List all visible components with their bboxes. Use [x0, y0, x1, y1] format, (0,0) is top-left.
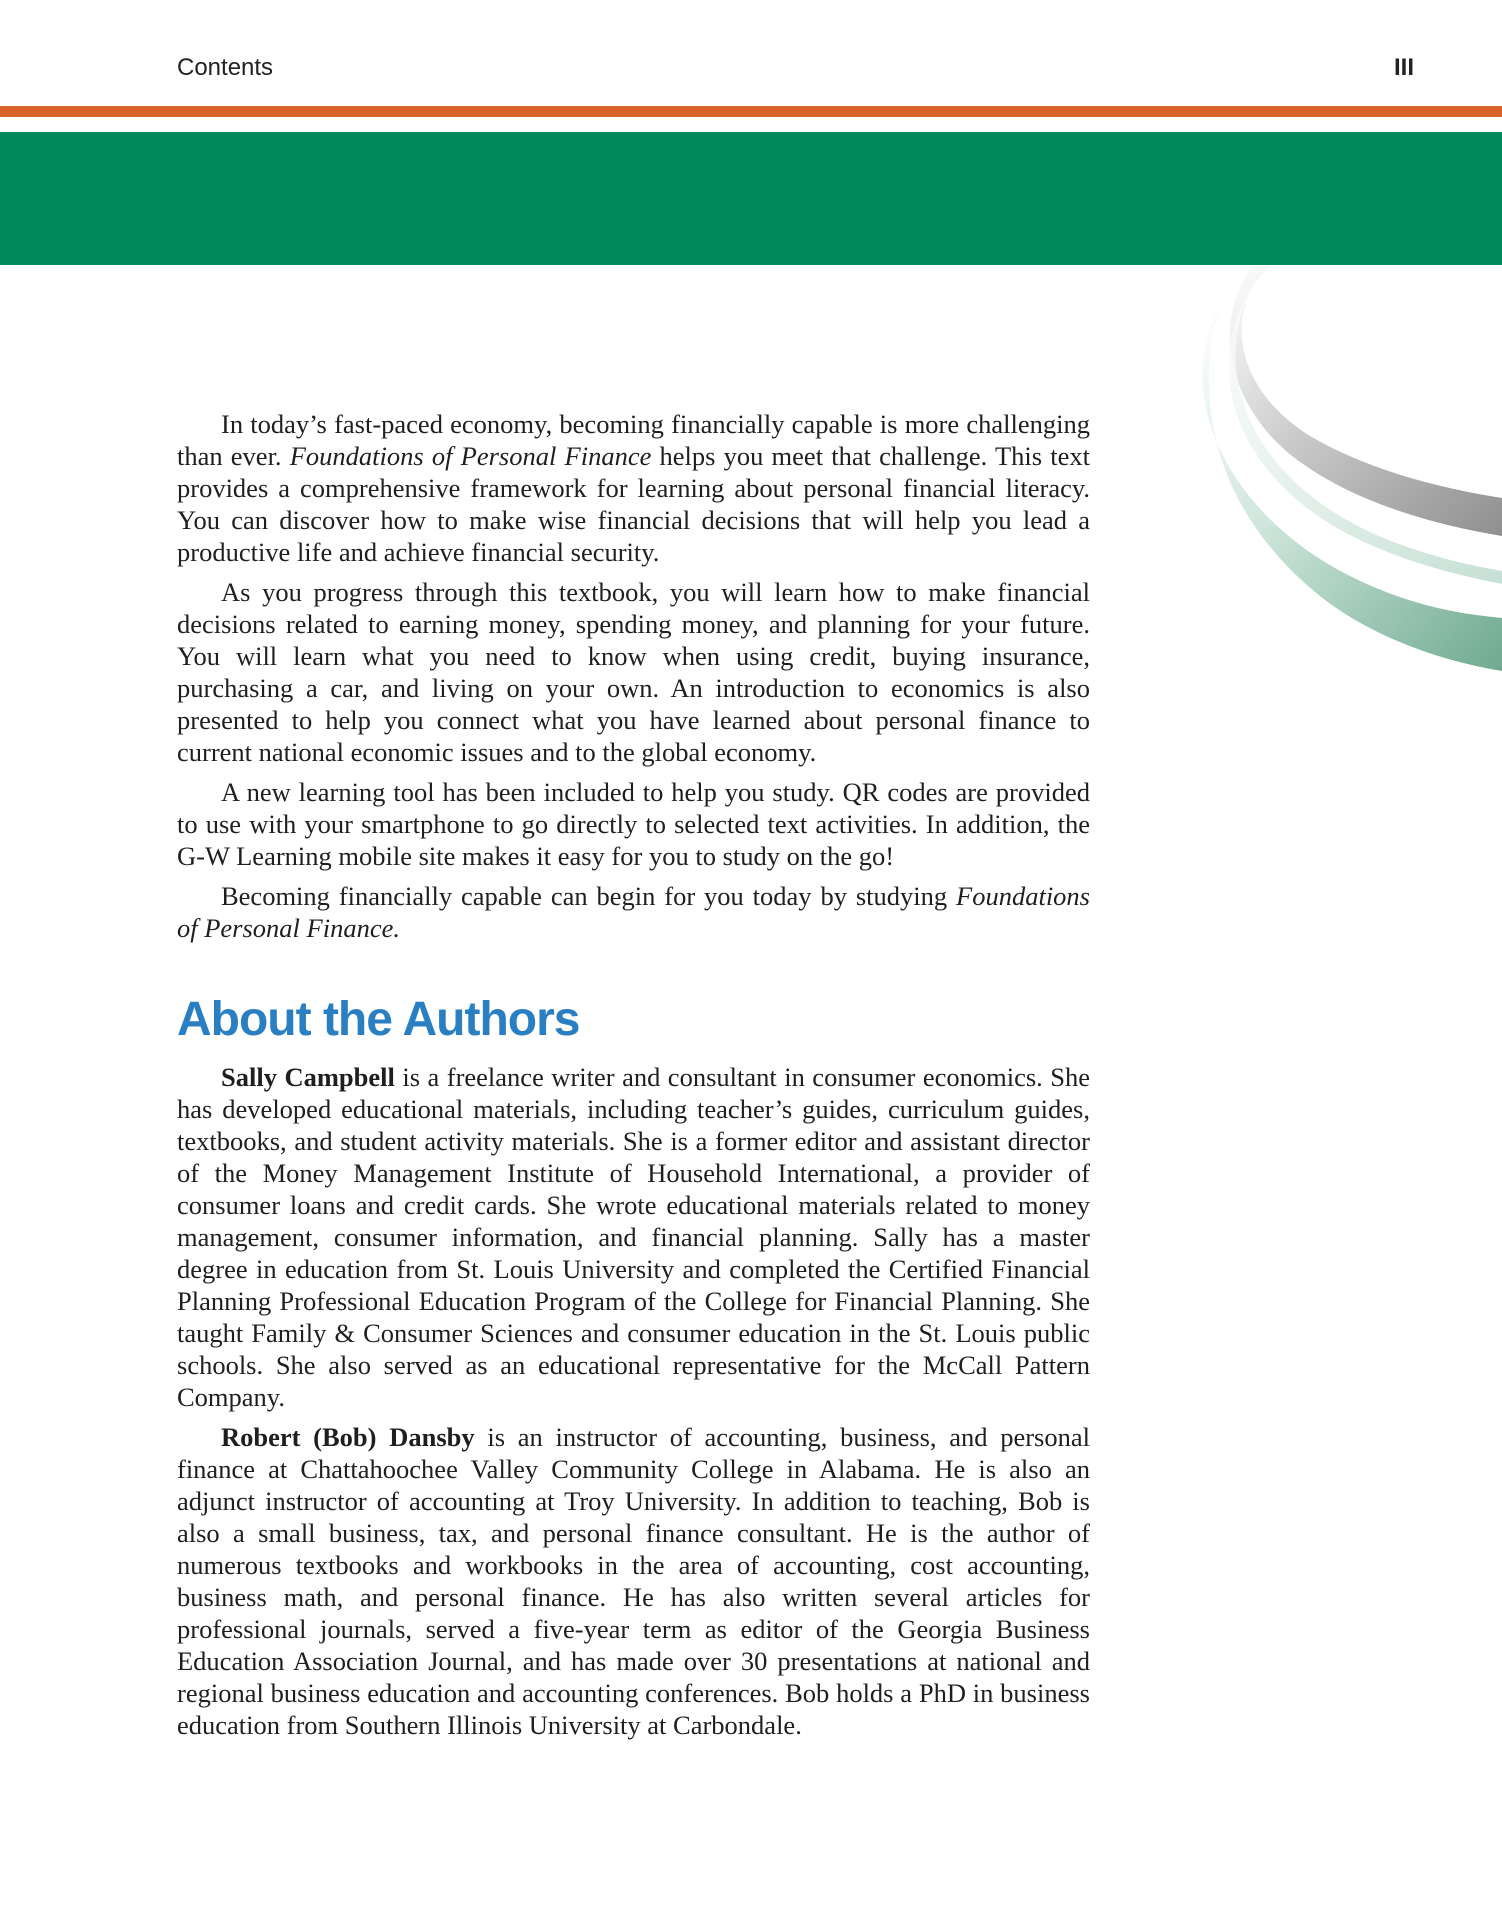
section-heading: About the Authors: [177, 993, 580, 1046]
author-name: Sally Campbell: [221, 1061, 395, 1092]
book-title-italic: Foundations of Personal Finance.: [177, 881, 1090, 943]
intro-paragraph: [177, 408, 1090, 568]
intro-text: In today’s fast-paced economy, becoming financially capable is more challenging than ever.: [177, 409, 1090, 471]
intro-text: helps you meet that challenge. This text provides a comprehensive framework for learning about personal financial literacy. You can discover how to make wise financial decisions that will help you lead a productive life and achieve financial security.: [177, 441, 1090, 567]
author-bio: [177, 1061, 1090, 1413]
author-bio-text: is a freelance writer and consultant in consumer economics. She has developed educational materials, including teacher’s guides, curriculum guides, textbooks, and student activity materials. She is a former editor and assistant director of the Money Management Institute of Household International, a provider of consumer loans and credit cards. She wrote educational materials related to money management, consumer information, and financial planning. Sally has a master degree in education from St. Louis University and completed the Certified Financial Planning Professional Education Program of the College for Financial Planning. She taught Family & Consumer Sciences and consumer education in the St. Louis public schools. She also served as an educational representative for the McCall Pattern Company.: [177, 1061, 1090, 1412]
intro-paragraph: [177, 880, 1090, 944]
running-head: Contents: [177, 54, 274, 81]
chapter-title: Introduction: [176, 269, 725, 364]
orange-rule: [0, 106, 1502, 117]
author-name: Robert (Bob) Dansby: [221, 1421, 475, 1452]
author-bio-text: is an instructor of accounting, business, and personal finance at Chattahoochee Valley Community College in Alabama. He is also an adjunct instructor of accounting at Troy University. In addition to teaching, Bob is also a small business, tax, and personal finance consultant. He is the author of numerous textbooks and workbooks in the area of accounting, cost accounting, business math, and personal finance. He has also written several articles for professional journals, served a five-year term as editor of the Georgia Business Education Association Journal, and has made over 30 presentations at national and regional business education and accounting conferences. Bob holds a PhD in business education from Southern Illinois University at Carbondale.: [177, 1421, 1090, 1740]
book-title-italic: Foundations of Personal Finance: [289, 441, 652, 471]
author-bio: [177, 1421, 1090, 1741]
page-number: III: [1393, 54, 1414, 81]
decorative-swoosh-graphic: [1200, 266, 1502, 706]
body-column: [177, 408, 1090, 1749]
title-band: [0, 132, 1502, 364]
intro-text: Becoming financially capable can begin for you today by studying: [221, 881, 957, 911]
intro-paragraph: As you progress through this textbook, you will learn how to make financial decisions related to earning money, spending money, and planning for your future. You will learn what you need to know when using credit, buying insurance, purchasing a car, and living on your own. An introduction to economics is also presented to help you connect what you have learned about personal finance to current national economic issues and to the global economy.: [177, 577, 1090, 767]
intro-paragraph: A new learning tool has been included to help you study. QR codes are provided to use with your smartphone to go directly to selected text activities. In addition, the G-W Learning mobile site makes it easy for you to study on the go!: [177, 777, 1090, 871]
